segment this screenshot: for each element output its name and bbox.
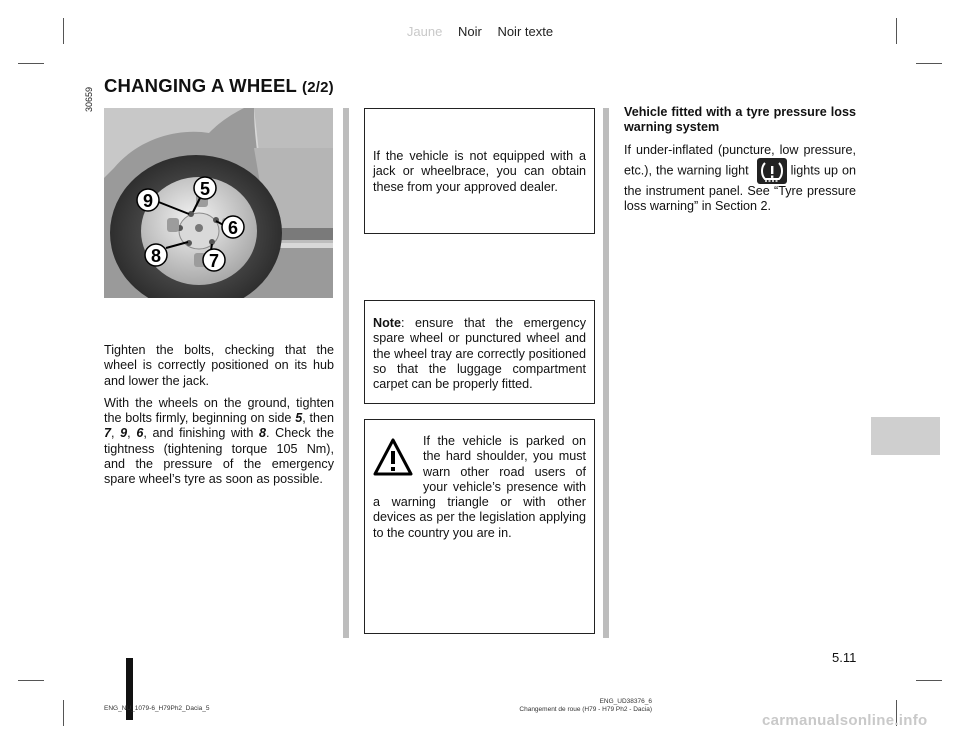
bolt-ref-5: 5 xyxy=(295,411,303,426)
left-paragraph-2: With the wheels on the ground, tighten the bolts firmly, beginning on side 5, then 7, 9, 6, and finishing with 8. Check the tightness (tightening torque 105 Nm), and the pressure of the emergency spare wheel’s tyre as soon as possible. xyxy=(104,395,334,487)
bolt-ref-9: 9 xyxy=(120,426,128,441)
print-color-marks xyxy=(0,24,960,39)
bolt-ref-6: 6 xyxy=(136,426,144,441)
crop-mark xyxy=(916,63,942,64)
svg-text:7: 7 xyxy=(208,251,220,271)
column-separator-2 xyxy=(603,108,609,638)
photo-code: 30659 xyxy=(84,86,94,112)
crop-mark xyxy=(18,63,44,64)
left-column-text xyxy=(104,343,334,495)
footer-right-line-1: ENG_UD38376_6 xyxy=(599,698,652,705)
footer-right xyxy=(470,698,652,714)
footer-right-line-2: Changement de roue (H79 - H79 Ph2 - Dacia) xyxy=(519,706,652,713)
warning-triangle-icon xyxy=(373,438,413,478)
wheel-photo xyxy=(104,108,333,298)
note-box-text: Note: ensure that the emergency spare wheel or punctured wheel and the wheel tray are correctly positioned so that the luggage compartment carpet can be properly fitted. xyxy=(373,316,586,392)
right-heading: Vehicle fitted with a tyre pressure loss warning system xyxy=(624,105,856,135)
left-paragraph-1: Tighten the bolts, checking that the wheel is correctly positioned on its hub and lower the jack. xyxy=(104,343,334,388)
bolt-label-5 xyxy=(194,177,216,199)
warning-box-text: If the vehicle is parked on the hard shoulder, you must warn other road users of your vehicle’s presence with a warning triangle or with other devices as per the legislation applying to the country you are in. xyxy=(373,434,586,540)
page-title-main: CHANGING A WHEEL xyxy=(104,75,297,96)
warning-box xyxy=(364,419,595,634)
svg-text:9: 9 xyxy=(142,191,154,211)
info-box-jack-text: If the vehicle is not equipped with a jack or wheelbrace, you can obtain these from your approved dealer. xyxy=(373,149,586,194)
bolt-label-9 xyxy=(137,189,159,211)
print-mark-noir: Noir xyxy=(457,24,482,39)
note-box xyxy=(364,300,595,404)
footer-left: ENG_NU_1079-6_H79Ph2_Dacia_5 xyxy=(104,705,210,712)
bolt-ref-7: 7 xyxy=(104,426,112,441)
bolt-label-7 xyxy=(203,249,225,271)
bolt-label-8 xyxy=(145,244,167,266)
print-mark-jaune: Jaune xyxy=(406,24,443,39)
tyre-pressure-warning-icon xyxy=(757,158,787,184)
svg-text:5: 5 xyxy=(199,179,211,199)
wheel-illustration xyxy=(104,108,333,298)
print-mark-noir-texte: Noir texte xyxy=(497,24,554,39)
svg-text:6: 6 xyxy=(227,218,239,238)
bolt-ref-8: 8 xyxy=(259,426,267,441)
crop-mark xyxy=(916,680,942,681)
note-label: Note xyxy=(373,316,401,330)
section-thumb-tab xyxy=(871,417,940,455)
crop-mark xyxy=(63,700,64,726)
page-number: 5.11 xyxy=(832,650,857,665)
watermark: carmanualsonline.info xyxy=(762,712,928,729)
bolt-label-6 xyxy=(222,216,244,238)
right-column-text xyxy=(624,105,856,221)
crop-mark xyxy=(18,680,44,681)
svg-text:8: 8 xyxy=(150,246,162,266)
page-title-sub: (2/2) xyxy=(302,79,334,96)
info-box-jack xyxy=(364,108,595,234)
column-separator-1 xyxy=(343,108,349,638)
right-paragraph-1: If under-inflated (puncture, low pressure, etc.), the warning light lights up on the instrument panel. See “Tyre pressure loss warning” in Section 2. xyxy=(624,142,857,214)
page-title xyxy=(104,75,334,97)
